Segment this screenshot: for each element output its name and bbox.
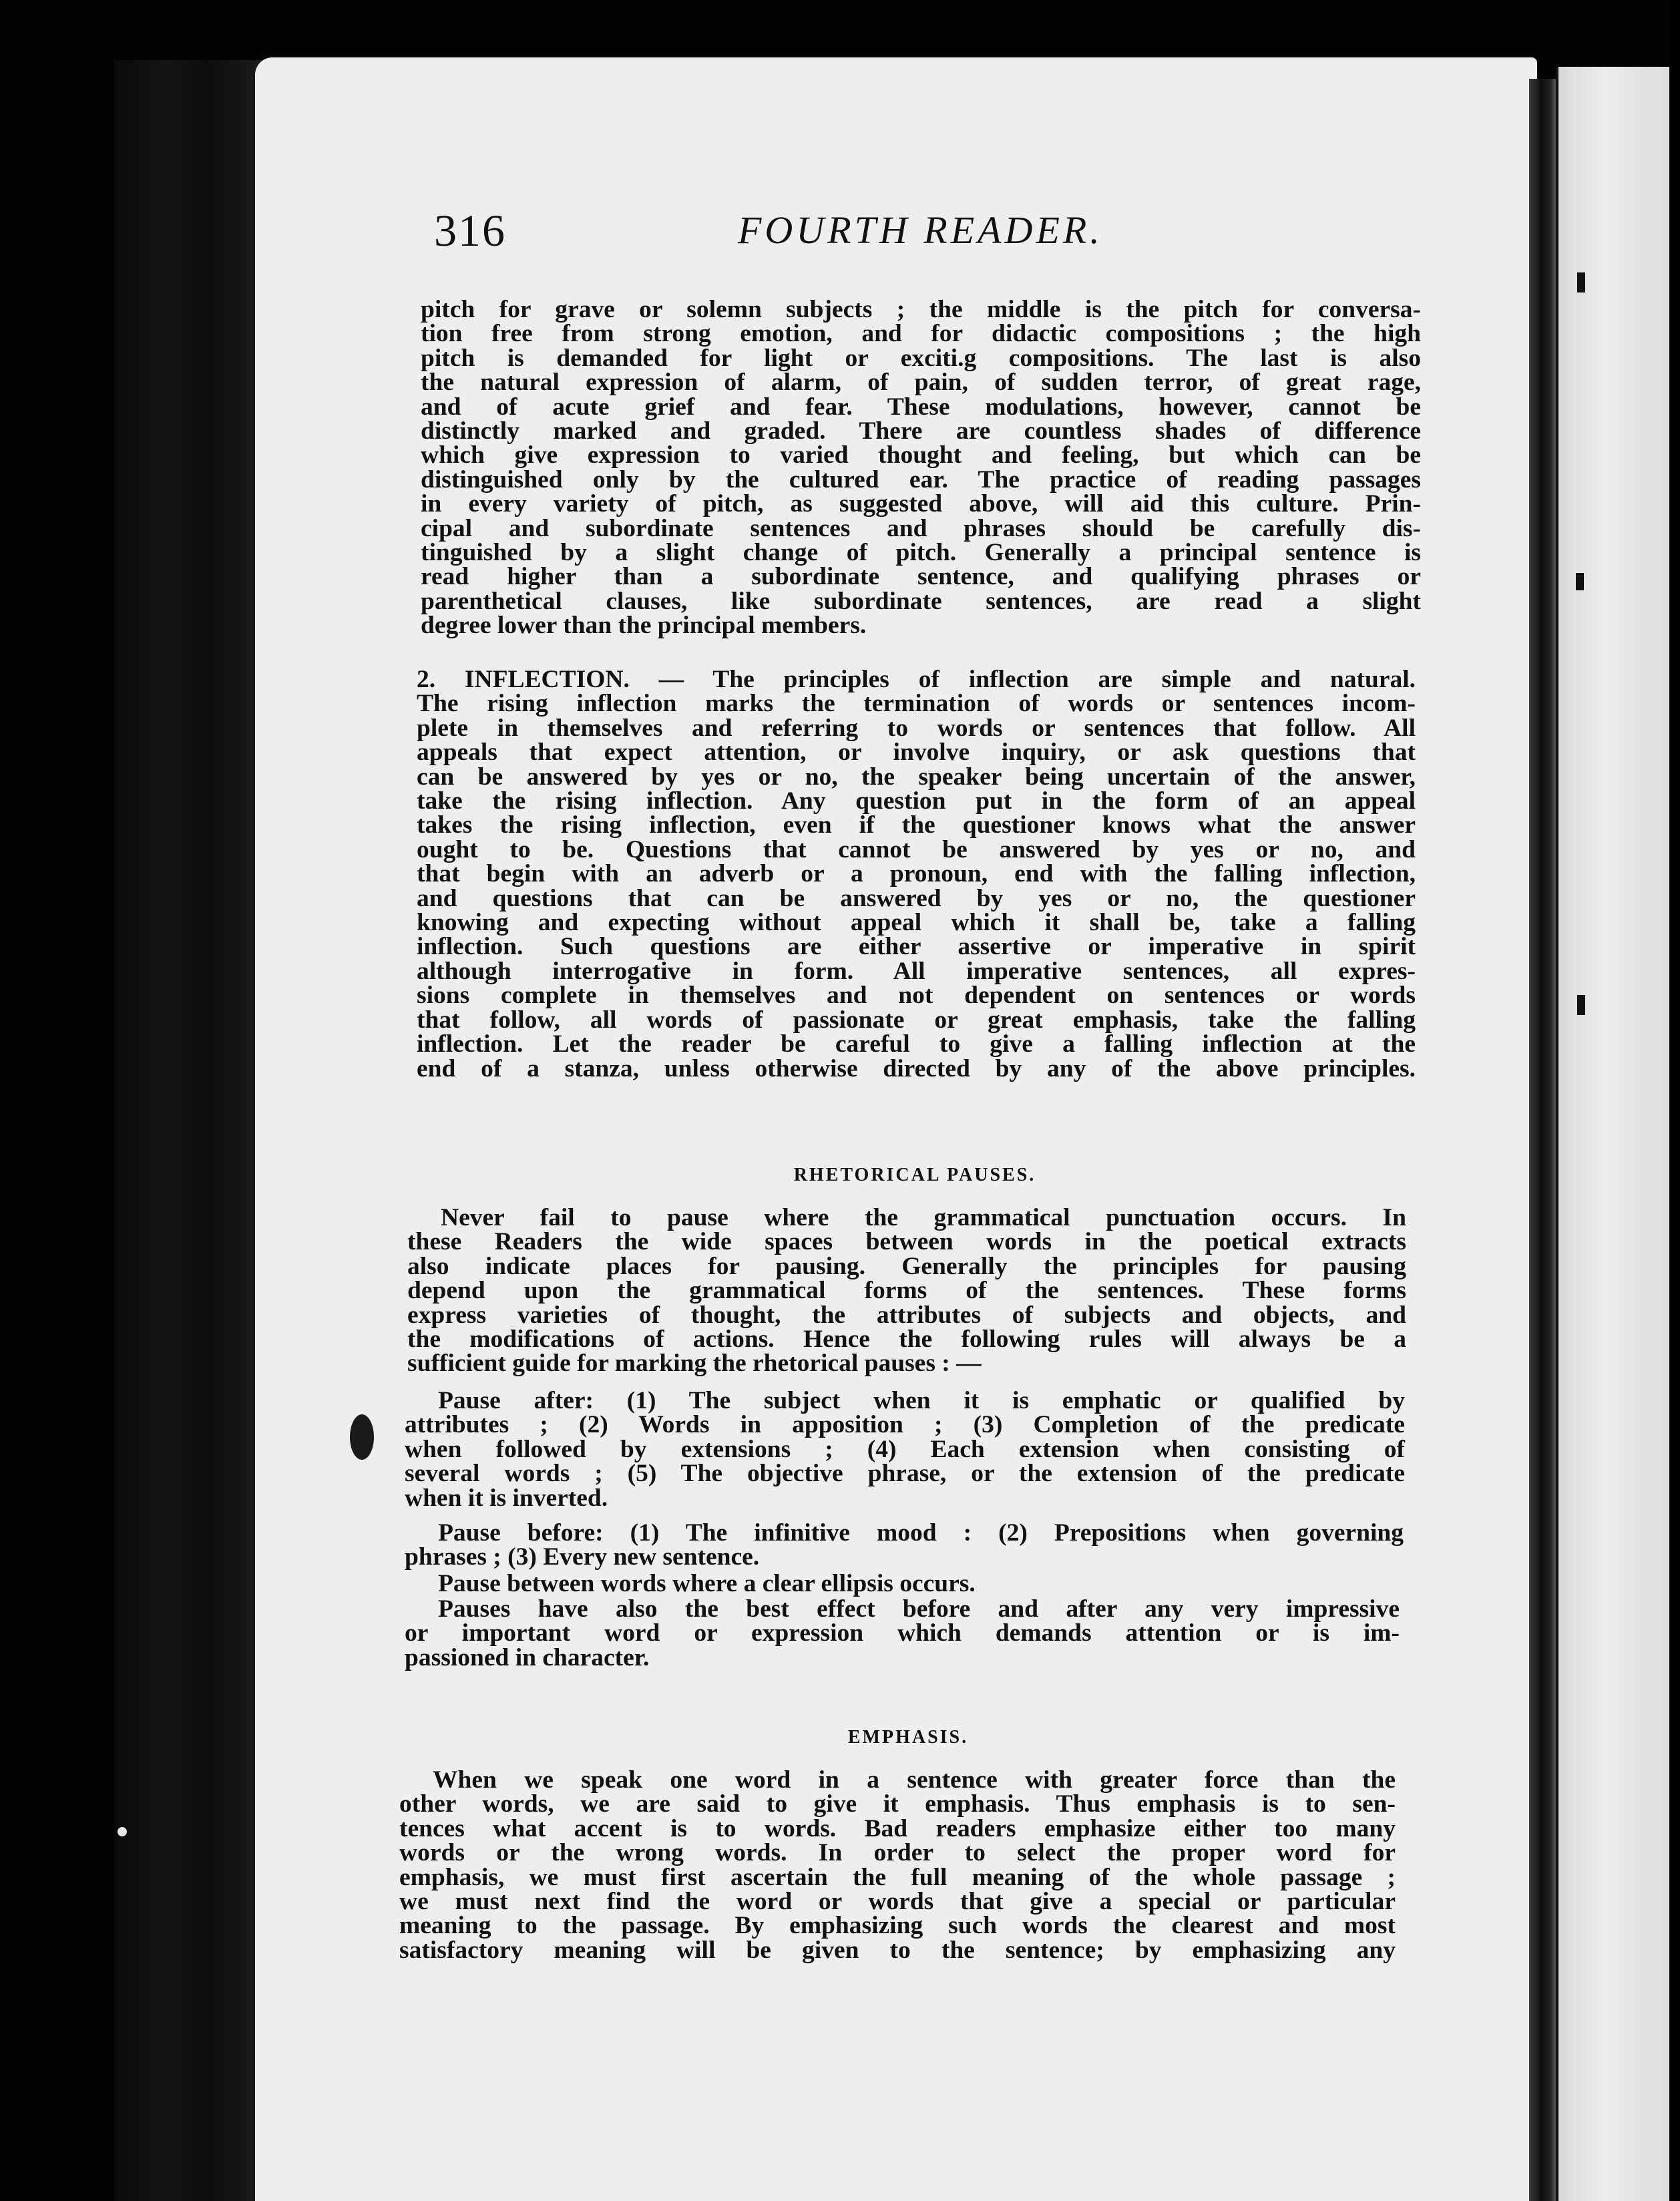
text-line: satisfactory meaning will be given to the sentence; by emphasizing any xyxy=(399,1936,1396,1964)
page-number: 316 xyxy=(434,205,506,256)
text-line: also indicate places for pausing. Generally the principles for pausing xyxy=(407,1252,1406,1280)
text-line: tences what accent is to words. Bad readers emphasize either too many xyxy=(399,1814,1396,1842)
text-line: read higher than a subordinate sentence, and qualifying phrases or xyxy=(421,563,1421,591)
ink-blot xyxy=(350,1414,374,1460)
paragraph-pauses-intro xyxy=(407,1206,1406,1376)
text-line: and questions that can be answered by yes or no, the questioner xyxy=(417,884,1416,912)
text-line: which give expression to varied thought and feeling, but which can be xyxy=(421,441,1421,469)
text-line: pitch for grave or solemn subjects ; the middle is the pitch for conversa- xyxy=(421,296,1421,323)
text-line: Never fail to pause where the grammatical punctuation occurs. In xyxy=(441,1204,1406,1231)
text-line: 2. INFLECTION. — The principles of inflection are simple and natural. xyxy=(417,666,1416,693)
text-line: sions complete in themselves and not dependent on sentences or words xyxy=(417,982,1416,1010)
page-gutter xyxy=(1529,79,1556,2201)
page-header xyxy=(434,204,1549,257)
text-line: emphasis, we must first ascertain the full meaning of the whole passage ; xyxy=(399,1863,1396,1891)
text-line: Pause before: (1) The infinitive mood : (2) Prepositions when governing xyxy=(438,1519,1404,1547)
ink-speck xyxy=(118,1827,127,1836)
text-line: end of a stanza, unless otherwise directed by any of the above principles. xyxy=(417,1054,1416,1082)
text-line: tinguished by a slight change of pitch. Generally a principal sentence is xyxy=(421,539,1421,567)
text-line: ought to be. Questions that cannot be answered by yes or no, and xyxy=(417,835,1416,863)
text-line: attributes ; (2) Words in apposition ; (3) Completion of the predicate xyxy=(405,1411,1405,1439)
text-line: we must next find the word or words that give a special or particular xyxy=(399,1888,1396,1916)
text-line: Pause between words where a clear ellipsis occurs. xyxy=(438,1570,976,1597)
text-line: other words, we are said to give it emphasis. Thus emphasis is to sen- xyxy=(399,1790,1396,1818)
section-heading-rhetorical-pauses: RHETORICAL PAUSES. xyxy=(793,1165,1036,1185)
running-title: FOURTH READER. xyxy=(738,208,1103,252)
text-line: depend upon the grammatical forms of the sentences. These forms xyxy=(407,1277,1406,1305)
gutter-mark xyxy=(1577,272,1585,292)
text-line: tion free from strong emotion, and for didactic compositions ; the high xyxy=(421,320,1421,348)
paragraph-emphasis xyxy=(399,1768,1396,1963)
text-line: or important word or expression which demands attention or is im- xyxy=(405,1619,1400,1647)
text-line: pitch is demanded for light or exciti.g compositions. The last is also xyxy=(421,344,1421,372)
paragraph-inflection xyxy=(417,668,1416,1081)
text-line: in every variety of pitch, as suggested above, will aid this culture. Prin- xyxy=(421,490,1421,518)
gutter-mark xyxy=(1577,995,1585,1015)
text-line: the modifications of actions. Hence the following rules will always be a xyxy=(407,1326,1406,1354)
text-line: that follow, all words of passionate or great emphasis, take the falling xyxy=(417,1006,1416,1034)
scan-border xyxy=(1669,0,1680,2201)
text-line: can be answered by yes or no, the speaker being uncertain of the answer, xyxy=(417,763,1416,791)
text-line: words or the wrong words. In order to select the proper word for xyxy=(399,1839,1396,1867)
section-heading-emphasis: EMPHASIS. xyxy=(847,1727,969,1748)
text-line: that begin with an adverb or a pronoun, end with the falling inflection, xyxy=(417,860,1416,888)
text-line: plete in themselves and referring to words or sentences that follow. All xyxy=(417,714,1416,742)
text-line: inflection. Let the reader be careful to give a falling inflection at the xyxy=(417,1030,1416,1058)
text-line: these Readers the wide spaces between words in the poetical extracts xyxy=(407,1228,1406,1256)
text-line: takes the rising inflection, even if the questioner knows what the answer xyxy=(417,811,1416,839)
text-line: although interrogative in form. All imperative sentences, all expres- xyxy=(417,957,1416,985)
text-line: The rising inflection marks the termination of words or sentences incom- xyxy=(417,690,1416,718)
paragraph-pitch xyxy=(421,298,1421,638)
text-line: cipal and subordinate sentences and phrases should be carefully dis- xyxy=(421,514,1421,542)
text-line: inflection. Such questions are either assertive or imperative in spirit xyxy=(417,933,1416,961)
paragraph-pause-before xyxy=(405,1521,1404,1570)
text-line: and of acute grief and fear. These modulations, however, cannot be xyxy=(421,393,1421,421)
text-line: Pause after: (1) The subject when it is emphatic or qualified by xyxy=(438,1387,1405,1414)
text-line: when followed by extensions ; (4) Each extension when consisting of xyxy=(405,1435,1405,1463)
paragraph-pauses-closing xyxy=(405,1597,1400,1670)
text-line: take the rising inflection. Any question put in the form of an appeal xyxy=(417,787,1416,815)
text-line: express varieties of thought, the attributes of subjects and objects, and xyxy=(407,1301,1406,1329)
facing-page-edge xyxy=(1556,67,1672,2201)
text-line: distinctly marked and graded. There are countless shades of difference xyxy=(421,417,1421,445)
text-line: phrases ; (3) Every new sentence. xyxy=(405,1543,760,1571)
text-line: distinguished only by the cultured ear. The practice of reading passages xyxy=(421,465,1421,493)
book-edge xyxy=(114,60,267,2201)
text-line: sufficient guide for marking the rhetorical pauses : — xyxy=(407,1350,982,1378)
text-line: appeals that expect attention, or involve inquiry, or ask questions that xyxy=(417,739,1416,767)
text-line: Pauses have also the best effect before and after any very impressive xyxy=(438,1595,1400,1623)
paragraph-pause-between xyxy=(438,1572,1239,1596)
gutter-mark xyxy=(1576,573,1584,590)
text-line: passioned in character. xyxy=(405,1643,650,1671)
text-line: When we speak one word in a sentence with greater force than the xyxy=(433,1766,1396,1794)
text-line: meaning to the passage. By emphasizing such words the clearest and most xyxy=(399,1912,1396,1940)
text-line: the natural expression of alarm, of pain, of sudden terror, of great rage, xyxy=(421,369,1421,397)
paragraph-pause-after xyxy=(405,1389,1405,1511)
text-line: when it is inverted. xyxy=(405,1484,608,1512)
text-line: parenthetical clauses, like subordinate sentences, are read a slight xyxy=(421,587,1421,615)
text-line: degree lower than the principal members. xyxy=(421,612,867,640)
text-line: knowing and expecting without appeal which it shall be, take a falling xyxy=(417,909,1416,937)
text-line: several words ; (5) The objective phrase, or the extension of the predicate xyxy=(405,1460,1405,1488)
